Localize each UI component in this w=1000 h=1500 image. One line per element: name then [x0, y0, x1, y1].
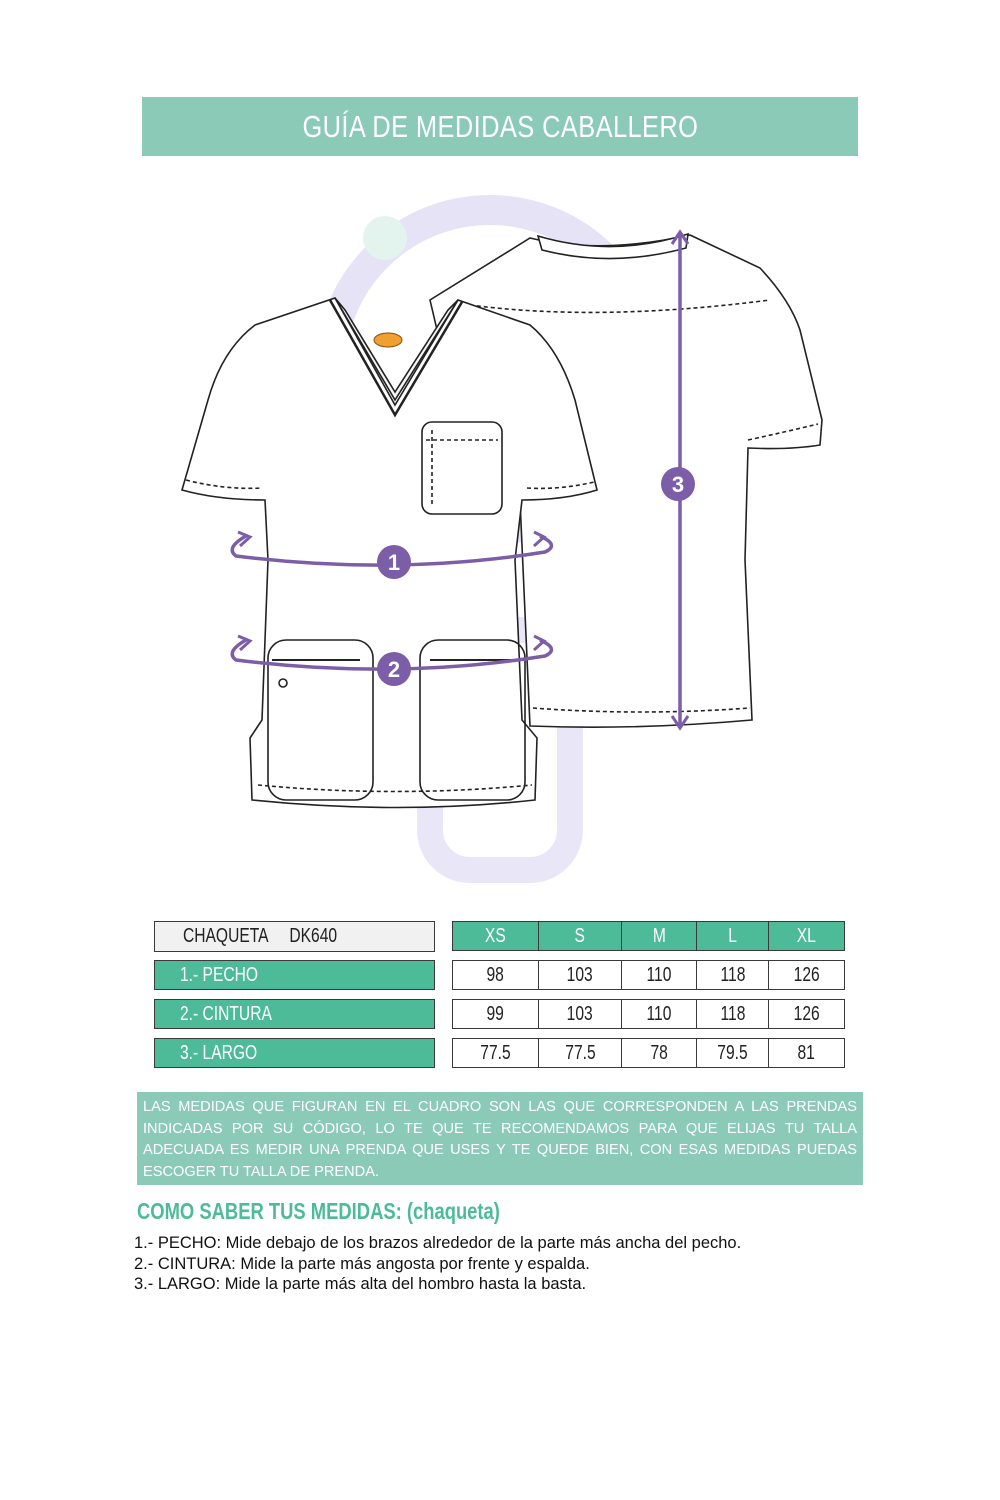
table-cell: 126 — [768, 999, 845, 1029]
row-label-cintura: 2.- CINTURA — [154, 999, 435, 1029]
size-header-s: S — [538, 921, 622, 951]
table-cell: 110 — [621, 999, 697, 1029]
list-item: 3.- LARGO: Mide la parte más alta del hombro hasta la basta. — [134, 1275, 587, 1293]
svg-text:3: 3 — [671, 472, 685, 497]
size-header-m: M — [621, 921, 697, 951]
list-item: 2.- CINTURA: Mide la parte más angosta por frente y espalda. — [134, 1254, 590, 1273]
how-to-list — [134, 1233, 894, 1295]
product-header-cell — [154, 921, 435, 952]
list-item: 1.- PECHO: Mide debajo de los brazos alrededor de la parte más ancha del pecho. — [134, 1234, 742, 1252]
how-to-title: COMO SABER TUS MEDIDAS: (chaqueta) — [137, 1198, 500, 1224]
table-cell: 126 — [768, 960, 845, 990]
dickies-logo-icon — [374, 333, 402, 347]
svg-text:2: 2 — [387, 657, 401, 682]
table-cell: 103 — [538, 960, 622, 990]
title-banner — [142, 97, 858, 156]
table-cell: 77.5 — [452, 1038, 539, 1068]
row-label-largo: 3.- LARGO — [154, 1038, 435, 1068]
product-code: DK640 — [289, 925, 338, 947]
garment-illustration — [140, 185, 860, 905]
table-cell: 78 — [621, 1038, 697, 1068]
svg-text:1: 1 — [387, 550, 401, 575]
size-header-l: L — [696, 921, 769, 951]
table-cell: 118 — [696, 999, 769, 1029]
table-cell: 77.5 — [538, 1038, 622, 1068]
table-cell: 118 — [696, 960, 769, 990]
size-header-xs: XS — [452, 921, 539, 951]
table-cell: 99 — [452, 999, 539, 1029]
table-cell: 103 — [538, 999, 622, 1029]
table-cell: 110 — [621, 960, 697, 990]
table-cell: 98 — [452, 960, 539, 990]
size-header-xl: XL — [768, 921, 845, 951]
row-label-pecho: 1.- PECHO — [154, 960, 435, 990]
disclaimer-note: LAS MEDIDAS QUE FIGURAN EN EL CUADRO SON LAS QUE CORRESPONDEN A LAS PRENDAS INDICADAS POR SU CÓDIGO, LO TE QUE TE RECOMENDAMOS PARA QUE ELIJAS TU TALLA ADECUADA ES MEDIR UNA PRENDA QUE USES Y TE QUEDE BIEN, CON ESAS MEDIDAS PUEDAS ESCOGER TU TALLA DE PRENDA. — [137, 1092, 863, 1185]
product-label: CHAQUETA — [183, 925, 268, 947]
table-cell: 79.5 — [696, 1038, 769, 1068]
table-cell: 81 — [768, 1038, 845, 1068]
page-title: GUÍA DE MEDIDAS CABALLERO — [302, 108, 698, 144]
